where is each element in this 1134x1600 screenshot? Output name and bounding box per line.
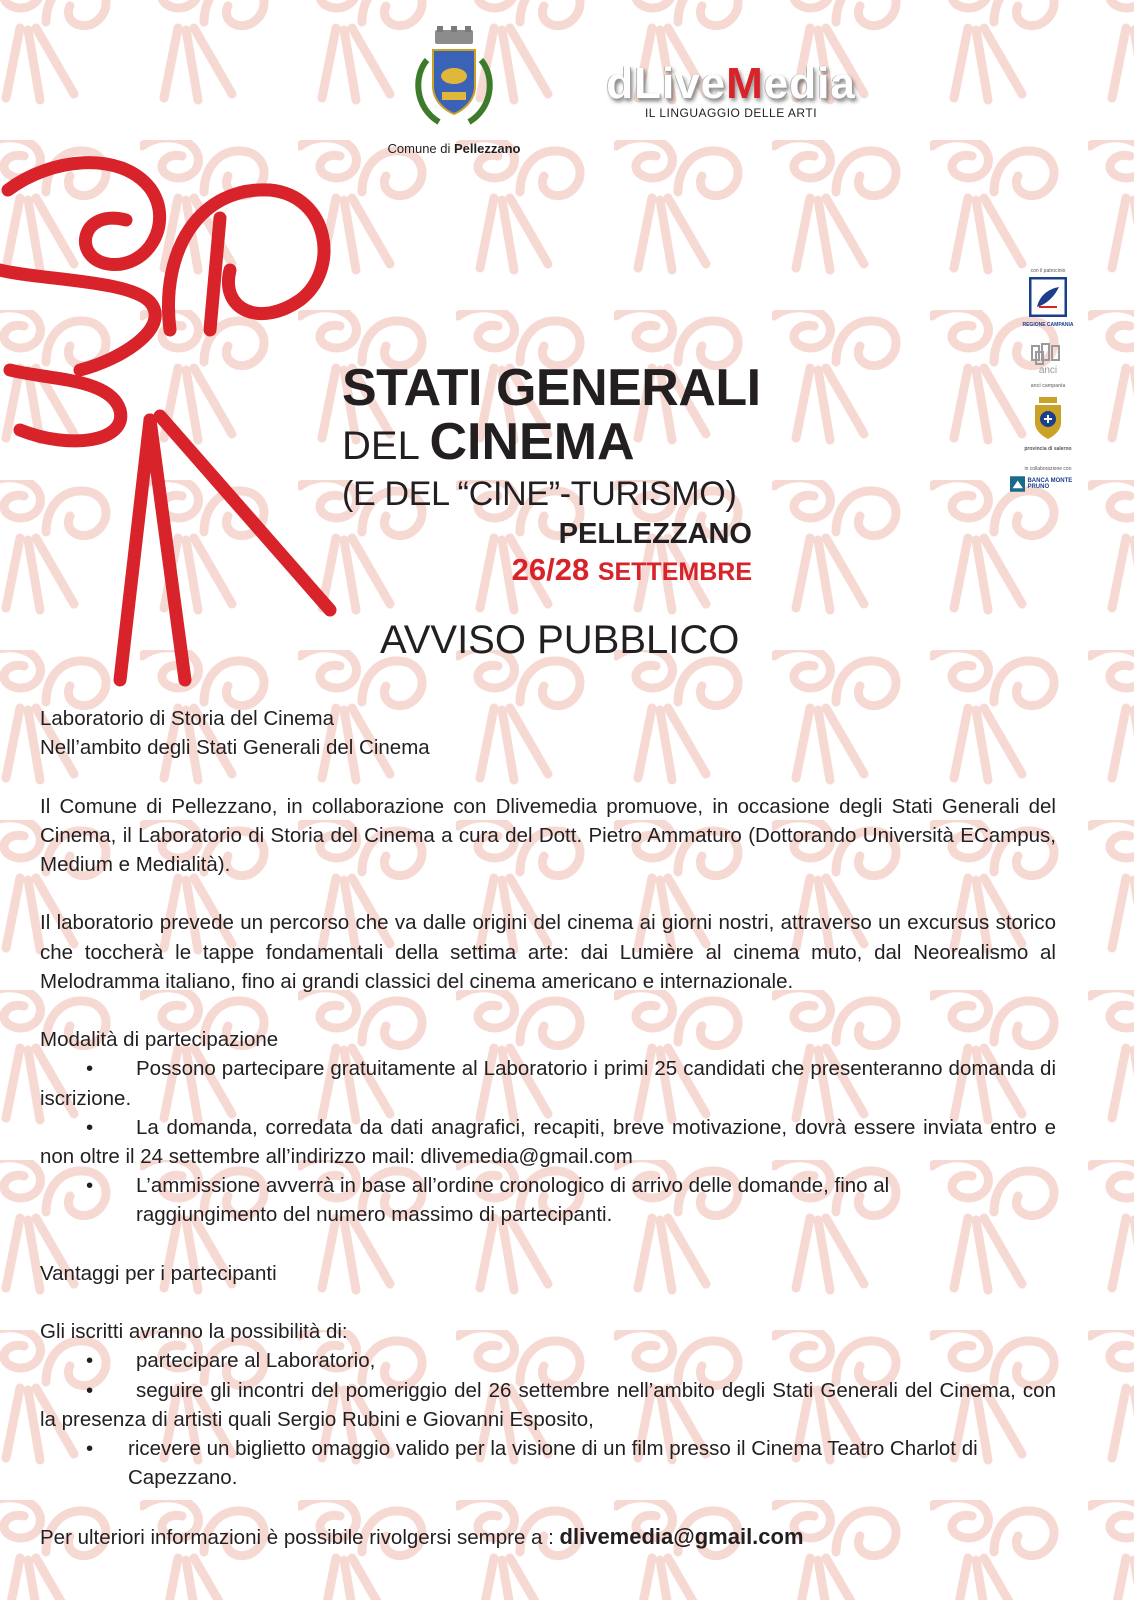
list-item: • ricevere un biglietto omaggio valido per la visione di un film presso il Cinema Teatro Charlot di Capezzano.: [40, 1434, 1056, 1492]
dlivemedia-logo: [586, 59, 876, 120]
sponsor-label: REGIONE CAMPANIA: [1022, 322, 1074, 328]
list-item: • La domanda, corredata da dati anagrafici, recapiti, breve motivazione, dovrà essere inviata entro e non oltre il 24 settembre all’indirizzo mail: dlivemedia@gmail.com: [40, 1113, 1056, 1171]
intro-line: Nell’ambito degli Stati Generali del Cinema: [40, 736, 430, 760]
regione-campania-icon: [1029, 277, 1067, 317]
intro-line: Laboratorio di Storia del Cinema: [40, 707, 334, 730]
event-dates: 26/28 SETTEMBRE: [511, 552, 752, 587]
bullet-icon: •: [86, 1437, 94, 1460]
comune-logo: [364, 26, 544, 156]
bullet-icon: •: [86, 1057, 94, 1081]
event-location: PELLEZZANO: [558, 518, 752, 550]
event-title-block: [342, 359, 762, 592]
provincia-salerno-icon: [1031, 397, 1065, 441]
contact-email-link[interactable]: dlivemedia@gmail.com: [559, 1523, 804, 1549]
section-heading: Modalità di partecipazione: [40, 1028, 279, 1052]
section-heading: Vantaggi per i partecipanti: [40, 1261, 277, 1285]
sponsor-label: BANCA MONTE PRUNO: [1027, 478, 1073, 490]
comune-caption: Comune di Pellezzano: [387, 141, 521, 156]
event-title: STATI GENERALI: [342, 359, 761, 417]
dlivemedia-wordmark: dLiveMedia: [606, 59, 856, 108]
svg-text:anci: anci: [1038, 365, 1058, 376]
sponsor-label: anci campania: [1030, 383, 1066, 389]
list-item: • L’ammissione avverrà in base all’ordine cronologico di arrivo delle domande, fino al raggiungimento del numero massimo di partecipanti.: [40, 1171, 1056, 1229]
bullet-icon: •: [86, 1378, 94, 1402]
sponsor-caption: in collaborazione con: [1024, 466, 1072, 472]
paragraph: Il Comune di Pellezzano, in collaborazione con Dlivemedia promuove, in occasione degli Stati Generali del Cinema, il Laboratorio di Storia del Cinema a cura del Dott. Pietro Ammaturo (Dottorando Università ECampus, Medium e Medialità).: [40, 794, 1056, 876]
banca-monte-pruno-mark: [1010, 475, 1086, 493]
list-item: • seguire gli incontri del pomeriggio del 26 settembre nell’ambito degli Stati Generali del Cinema, con la presenza di artisti quali Sergio Rubini e Giovanni Esposito,: [40, 1376, 1056, 1434]
sponsor-label: provincia di salerno: [1024, 446, 1072, 452]
list-intro: Gli iscritti avranno la possibilità di:: [40, 1320, 348, 1344]
notice-heading: AVVISO PUBBLICO: [380, 618, 740, 662]
event-title-line2: DEL CINEMA: [342, 413, 635, 471]
sponsor-logos: [1010, 268, 1086, 493]
notice-body: [40, 704, 1056, 1552]
list-item: • Possono partecipare gratuitamente al Laboratorio i primi 25 candidati che presenteranno domanda di iscrizione.: [40, 1054, 1056, 1112]
banca-monte-pruno-icon: [1010, 475, 1025, 493]
footer-contact: Per ulteriori informazioni è possibile rivolgersi sempre a : dlivemedia@gmail.com: [40, 1523, 804, 1549]
anci-icon: [1028, 342, 1068, 378]
coat-of-arms-icon: [409, 26, 499, 134]
bullet-icon: •: [86, 1349, 94, 1373]
paragraph: Il laboratorio prevede un percorso che va dalle origini del cinema ai giorni nostri, attraverso un excursus storico che toccherà le tappe fondamentali della settima arte: dai Lumière al cinema muto, dal Neorealismo al Melodramma italiano, fino ai grandi classici del cinema americano e internazionale.: [40, 911, 1056, 993]
list-item: • partecipare al Laboratorio,: [40, 1346, 1056, 1375]
event-subtitle: (E DEL “CINE”-TURISMO): [342, 475, 737, 513]
camera-logo-mark: [0, 130, 350, 690]
sponsor-caption: con il patrocinio: [1030, 268, 1066, 274]
bullet-icon: •: [86, 1174, 94, 1198]
dlivemedia-tagline: IL LINGUAGGIO DELLE ARTI: [644, 106, 818, 120]
bullet-icon: •: [86, 1115, 94, 1139]
